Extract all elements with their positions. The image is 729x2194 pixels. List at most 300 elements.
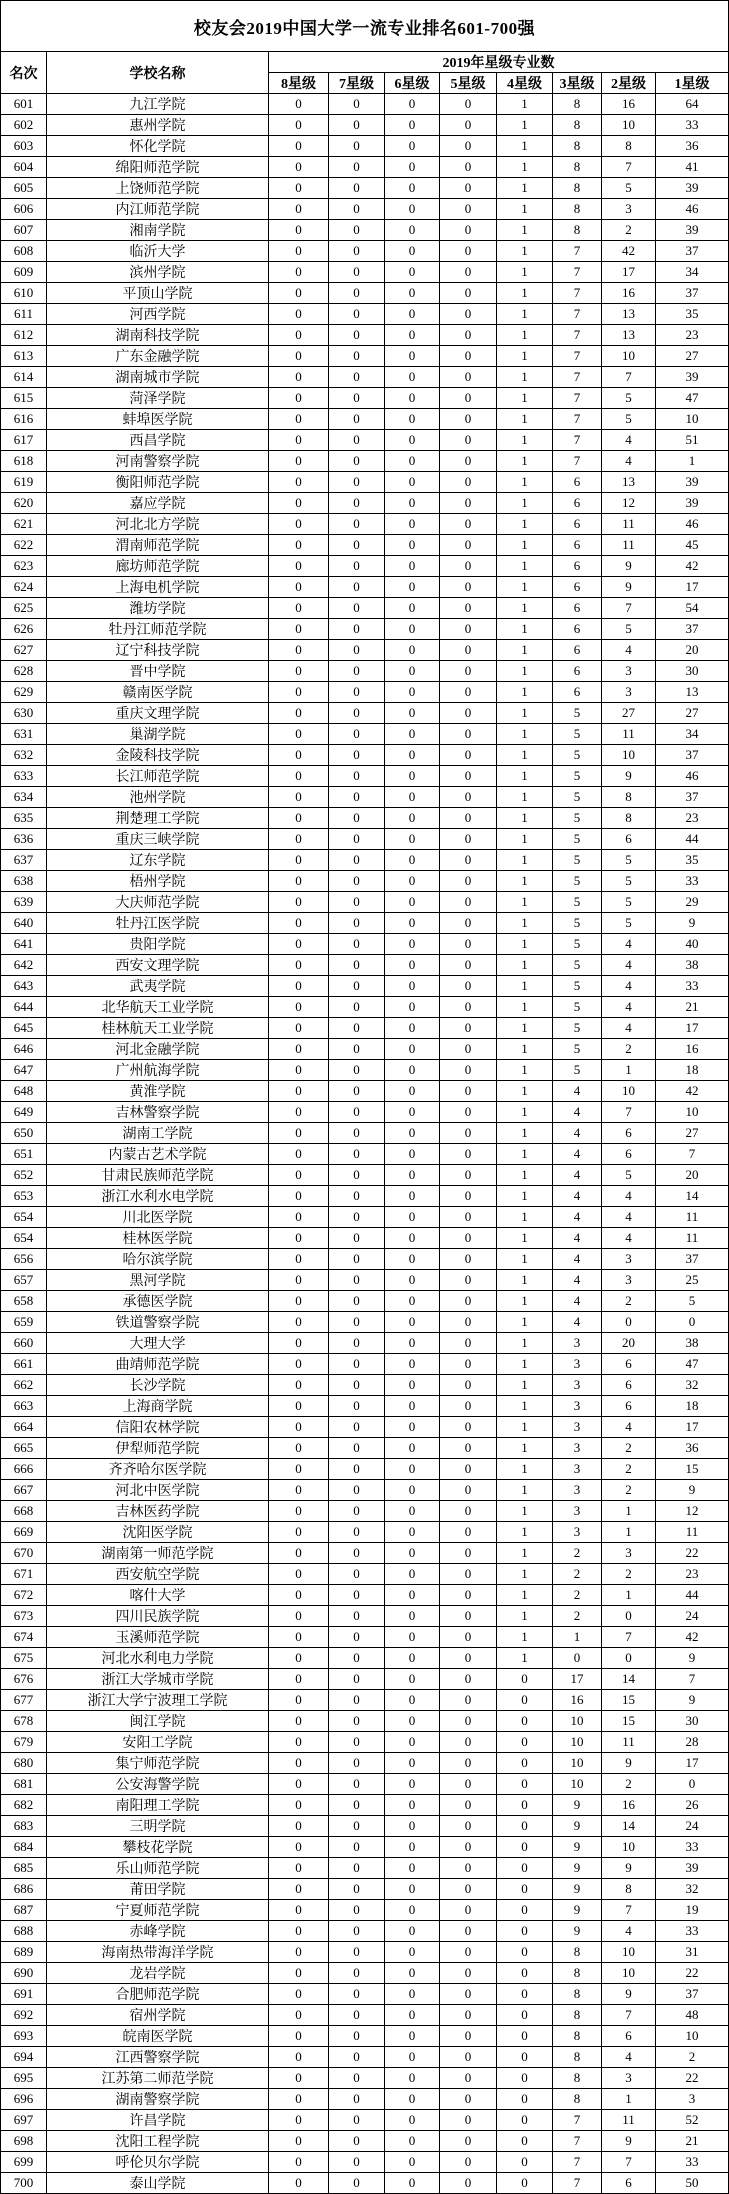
star-count-cell: 0 [269,1438,329,1459]
star-count-cell: 3 [656,2089,729,2110]
star-count-cell: 9 [602,1753,656,1774]
star-count-cell: 0 [329,2131,385,2152]
star-count-cell: 0 [385,1375,440,1396]
star-count-cell: 1 [497,1459,553,1480]
star-count-cell: 0 [440,1753,497,1774]
star-count-cell: 5 [656,1291,729,1312]
table-row [1,2173,729,2194]
table-row [1,1585,729,1606]
school-name-cell: 重庆三峡学院 [47,829,269,850]
star-count-cell: 10 [656,2026,729,2047]
school-name-cell: 上海电机学院 [47,577,269,598]
star-count-cell: 0 [269,451,329,472]
star-count-cell: 0 [440,178,497,199]
star-count-cell: 8 [553,2047,602,2068]
star-count-cell: 0 [329,346,385,367]
star-count-cell: 6 [602,1354,656,1375]
star-count-cell: 0 [385,619,440,640]
school-name-cell: 四川民族学院 [47,1606,269,1627]
star-count-cell: 1 [497,1564,553,1585]
star-count-cell: 4 [602,1228,656,1249]
star-count-cell: 0 [329,199,385,220]
star-count-cell: 0 [385,514,440,535]
star-count-cell: 0 [329,1837,385,1858]
star-count-cell: 0 [440,1144,497,1165]
school-name-cell: 齐齐哈尔医学院 [47,1459,269,1480]
star-count-cell: 0 [440,1018,497,1039]
star-count-cell: 4 [602,1186,656,1207]
school-name-cell: 海南热带海洋学院 [47,1942,269,1963]
school-name-cell: 沈阳医学院 [47,1522,269,1543]
star-count-cell: 1 [497,94,553,115]
school-name-cell: 桂林医学院 [47,1228,269,1249]
rank-cell: 680 [1,1753,47,1774]
star-count-cell: 13 [602,472,656,493]
star-count-cell: 0 [269,619,329,640]
star-count-cell: 5 [553,913,602,934]
star-count-cell: 4 [553,1312,602,1333]
star-count-cell: 13 [602,325,656,346]
star-count-cell: 0 [269,1081,329,1102]
star-count-cell: 0 [385,1648,440,1669]
rank-cell: 648 [1,1081,47,1102]
star-count-cell: 0 [269,1417,329,1438]
table-row [1,2005,729,2026]
star-count-cell: 2 [602,1438,656,1459]
star-count-cell: 0 [329,388,385,409]
star-count-cell: 0 [269,2026,329,2047]
star-count-cell: 0 [440,367,497,388]
star-count-cell: 0 [329,283,385,304]
star-count-cell: 0 [329,2089,385,2110]
star-count-cell: 0 [656,1774,729,1795]
star-count-cell: 9 [553,1879,602,1900]
star-count-cell: 36 [656,1438,729,1459]
school-name-cell: 湘南学院 [47,220,269,241]
table-row [1,1669,729,1690]
star-count-cell: 0 [269,934,329,955]
star-count-cell: 0 [440,451,497,472]
star-count-cell: 3 [602,661,656,682]
school-name-cell: 桂林航天工业学院 [47,1018,269,1039]
star-count-cell: 0 [440,1501,497,1522]
star-count-cell: 1 [497,1354,553,1375]
star-count-cell: 0 [329,808,385,829]
school-name-cell: 牡丹江师范学院 [47,619,269,640]
school-name-cell: 黑河学院 [47,1270,269,1291]
star-count-cell: 7 [553,304,602,325]
star-count-cell: 0 [440,1669,497,1690]
star-count-cell: 1 [497,766,553,787]
star-count-cell: 39 [656,220,729,241]
star-count-cell: 0 [269,1186,329,1207]
star-count-cell: 0 [497,1837,553,1858]
star-count-cell: 0 [440,997,497,1018]
rank-cell: 611 [1,304,47,325]
school-name-cell: 河北中医学院 [47,1480,269,1501]
star-count-cell: 17 [602,262,656,283]
star-count-cell: 0 [385,2005,440,2026]
star-count-cell: 0 [440,1984,497,2005]
school-name-cell: 河北水利电力学院 [47,1648,269,1669]
rank-cell: 688 [1,1921,47,1942]
star-count-cell: 4 [602,1018,656,1039]
star-count-cell: 0 [440,682,497,703]
school-name-cell: 衡阳师范学院 [47,472,269,493]
school-name-cell: 巢湖学院 [47,724,269,745]
star-count-cell: 0 [385,2026,440,2047]
star-count-cell: 0 [329,976,385,997]
star-count-cell: 22 [656,1963,729,1984]
star-count-cell: 5 [553,703,602,724]
star-count-cell: 28 [656,1732,729,1753]
rank-cell: 668 [1,1501,47,1522]
star-count-cell: 7 [553,2173,602,2194]
school-name-cell: 西安文理学院 [47,955,269,976]
star-count-cell: 0 [329,1900,385,1921]
star-count-cell: 0 [385,1228,440,1249]
star-count-cell: 0 [497,1921,553,1942]
star-count-cell: 0 [269,892,329,913]
star-count-cell: 0 [385,703,440,724]
rank-cell: 667 [1,1480,47,1501]
school-name-cell: 重庆文理学院 [47,703,269,724]
star-count-cell: 32 [656,1879,729,1900]
table-row [1,1795,729,1816]
star-count-cell: 0 [440,598,497,619]
star-count-cell: 35 [656,850,729,871]
rank-cell: 654 [1,1228,47,1249]
school-name-cell: 内江师范学院 [47,199,269,220]
star-count-cell: 16 [602,1795,656,1816]
star-count-cell: 0 [385,1480,440,1501]
star-count-cell: 4 [602,1207,656,1228]
star-count-cell: 1 [497,283,553,304]
star-count-cell: 33 [656,2152,729,2173]
star-count-cell: 7 [553,346,602,367]
rank-cell: 665 [1,1438,47,1459]
star-count-cell: 1 [497,1123,553,1144]
table-row [1,976,729,997]
rank-cell: 676 [1,1669,47,1690]
school-name-cell: 滨州学院 [47,262,269,283]
star-count-cell: 0 [602,1648,656,1669]
star-count-cell: 0 [385,1039,440,1060]
star-count-cell: 52 [656,2110,729,2131]
star-count-cell: 0 [440,745,497,766]
star-count-cell: 0 [440,976,497,997]
star-count-cell: 0 [329,1480,385,1501]
star-count-cell: 1 [497,1606,553,1627]
star-count-cell: 0 [329,1249,385,1270]
star-count-cell: 4 [553,1165,602,1186]
star-count-cell: 0 [440,2131,497,2152]
star-count-cell: 0 [497,2005,553,2026]
star-count-cell: 0 [329,1291,385,1312]
star-count-cell: 7 [553,430,602,451]
star-count-cell: 0 [385,1165,440,1186]
star-count-cell: 17 [656,1417,729,1438]
star-count-cell: 1 [602,1501,656,1522]
star-count-cell: 1 [497,703,553,724]
rank-cell: 639 [1,892,47,913]
star-count-cell: 0 [440,808,497,829]
star-count-cell: 0 [440,1459,497,1480]
star-count-cell: 1 [497,1207,553,1228]
star-count-cell: 0 [385,808,440,829]
star-count-cell: 18 [656,1396,729,1417]
star-count-cell: 0 [385,1543,440,1564]
star-count-cell: 9 [553,1795,602,1816]
rank-cell: 690 [1,1963,47,1984]
star-count-cell: 30 [656,1711,729,1732]
star-count-cell: 42 [602,241,656,262]
school-name-cell: 河西学院 [47,304,269,325]
star-count-cell: 0 [497,1732,553,1753]
star-count-cell: 38 [656,955,729,976]
star-count-cell: 0 [385,934,440,955]
star-count-cell: 0 [385,1333,440,1354]
star-count-cell: 1 [497,829,553,850]
rank-cell: 672 [1,1585,47,1606]
star-count-cell: 1 [497,409,553,430]
star-count-cell: 0 [385,1396,440,1417]
star-count-cell: 0 [385,598,440,619]
rank-cell: 628 [1,661,47,682]
rank-cell: 634 [1,787,47,808]
table-row [1,1438,729,1459]
star-count-cell: 0 [385,1417,440,1438]
rank-cell: 658 [1,1291,47,1312]
star-count-cell: 37 [656,241,729,262]
star-count-cell: 8 [553,1963,602,1984]
star-count-cell: 5 [553,745,602,766]
star-count-cell: 0 [269,388,329,409]
rank-cell: 636 [1,829,47,850]
star-count-cell: 0 [440,829,497,850]
star-count-cell: 0 [269,472,329,493]
star-count-cell: 37 [656,283,729,304]
star-count-cell: 0 [329,1417,385,1438]
table-row [1,1774,729,1795]
table-row [1,241,729,262]
rank-cell: 682 [1,1795,47,1816]
star-count-cell: 1 [497,850,553,871]
star-count-cell: 0 [329,1711,385,1732]
star-count-cell: 10 [602,1837,656,1858]
star-count-cell: 6 [602,1123,656,1144]
star-count-cell: 0 [497,1984,553,2005]
star-count-cell: 1 [497,955,553,976]
star-count-cell: 0 [329,1396,385,1417]
star-count-cell: 0 [269,1018,329,1039]
star-count-cell: 0 [385,1018,440,1039]
star-count-cell: 0 [329,766,385,787]
rank-cell: 654 [1,1207,47,1228]
star-count-cell: 4 [602,934,656,955]
star-count-cell: 3 [553,1438,602,1459]
table-row [1,1816,729,1837]
star-count-cell: 8 [553,157,602,178]
star-count-cell: 1 [497,304,553,325]
star-count-cell: 22 [656,1543,729,1564]
school-name-cell: 浙江大学城市学院 [47,1669,269,1690]
star-count-cell: 9 [602,556,656,577]
rank-cell: 623 [1,556,47,577]
star-count-cell: 1 [497,1333,553,1354]
star-count-cell: 1 [497,472,553,493]
star-count-cell: 0 [497,2089,553,2110]
star-count-cell: 4 [553,1102,602,1123]
star-count-cell: 7 [553,2110,602,2131]
star-count-cell: 8 [602,808,656,829]
star-count-cell: 0 [269,871,329,892]
rank-cell: 644 [1,997,47,1018]
star-count-cell: 1 [497,1039,553,1060]
table-row [1,1963,729,1984]
star-count-cell: 0 [269,598,329,619]
star-count-cell: 23 [656,808,729,829]
table-row [1,388,729,409]
table-row [1,1186,729,1207]
star-count-cell: 0 [385,1123,440,1144]
star-count-cell: 0 [329,955,385,976]
star-count-cell: 0 [329,934,385,955]
star-count-cell: 0 [329,1942,385,1963]
star-count-cell: 5 [553,724,602,745]
column-header-rank: 名次 [1,52,47,94]
star-count-cell: 0 [329,94,385,115]
star-count-cell: 0 [329,2047,385,2068]
star-count-cell: 6 [553,682,602,703]
table-row [1,661,729,682]
star-count-cell: 0 [385,1270,440,1291]
table-row [1,1144,729,1165]
star-count-cell: 0 [329,1522,385,1543]
star-count-cell: 2 [602,220,656,241]
star-count-cell: 0 [385,283,440,304]
rank-cell: 681 [1,1774,47,1795]
star-count-cell: 0 [269,2152,329,2173]
star-count-cell: 0 [385,1081,440,1102]
star-count-cell: 0 [329,2026,385,2047]
star-count-cell: 0 [656,1312,729,1333]
rank-cell: 618 [1,451,47,472]
star-count-cell: 0 [440,115,497,136]
star-count-cell: 0 [440,346,497,367]
school-name-cell: 许昌学院 [47,2110,269,2131]
star-count-cell: 39 [656,367,729,388]
table-row [1,1396,729,1417]
star-count-cell: 6 [553,640,602,661]
star-count-cell: 7 [602,1900,656,1921]
school-name-cell: 川北医学院 [47,1207,269,1228]
star-count-cell: 5 [602,892,656,913]
star-count-cell: 3 [553,1396,602,1417]
star-count-cell: 17 [656,1018,729,1039]
star-count-cell: 1 [497,745,553,766]
star-count-cell: 0 [440,619,497,640]
star-count-cell: 0 [329,724,385,745]
star-count-cell: 0 [269,2110,329,2131]
star-count-cell: 1 [497,913,553,934]
star-count-cell: 7 [553,325,602,346]
star-count-cell: 0 [440,892,497,913]
star-count-cell: 0 [269,1795,329,1816]
star-count-cell: 2 [602,1459,656,1480]
school-name-cell: 西昌学院 [47,430,269,451]
star-count-cell: 4 [553,1291,602,1312]
table-row [1,535,729,556]
table-row [1,808,729,829]
school-name-cell: 宁夏师范学院 [47,1900,269,1921]
school-name-cell: 绵阳师范学院 [47,157,269,178]
rank-cell: 685 [1,1858,47,1879]
rank-cell: 663 [1,1396,47,1417]
school-name-cell: 平顶山学院 [47,283,269,304]
star-count-cell: 0 [329,682,385,703]
star-count-cell: 33 [656,871,729,892]
table-row [1,829,729,850]
star-count-cell: 0 [269,1333,329,1354]
star-count-cell: 1 [497,1270,553,1291]
star-count-cell: 5 [602,388,656,409]
star-count-cell: 1 [497,1081,553,1102]
star-count-cell: 0 [553,1648,602,1669]
star-count-cell: 3 [553,1333,602,1354]
star-count-cell: 4 [602,2047,656,2068]
star-count-cell: 0 [269,115,329,136]
star-count-cell: 6 [553,514,602,535]
star-count-cell: 8 [553,94,602,115]
rank-cell: 670 [1,1543,47,1564]
star-count-cell: 0 [440,514,497,535]
rank-cell: 642 [1,955,47,976]
star-count-cell: 1 [497,892,553,913]
rank-cell: 612 [1,325,47,346]
table-row [1,1921,729,1942]
star-count-cell: 4 [553,1249,602,1270]
star-count-cell: 1 [602,2089,656,2110]
star-count-cell: 0 [440,766,497,787]
star-count-cell: 3 [602,682,656,703]
star-count-cell: 0 [385,535,440,556]
star-count-cell: 8 [553,2005,602,2026]
table-row [1,409,729,430]
star-count-cell: 1 [602,1585,656,1606]
rank-cell: 683 [1,1816,47,1837]
star-count-cell: 0 [269,241,329,262]
school-name-cell: 南阳理工学院 [47,1795,269,1816]
star-count-cell: 0 [385,1291,440,1312]
star-count-cell: 0 [329,2173,385,2194]
star-count-cell: 1 [553,1627,602,1648]
star-count-cell: 0 [440,661,497,682]
star-count-cell: 0 [497,2173,553,2194]
star-count-cell: 1 [497,325,553,346]
star-count-cell: 5 [553,787,602,808]
star-count-cell: 0 [385,136,440,157]
star-count-cell: 46 [656,766,729,787]
star-count-cell: 37 [656,1984,729,2005]
star-count-cell: 0 [497,1942,553,1963]
star-count-cell: 0 [329,1690,385,1711]
rank-cell: 601 [1,94,47,115]
star-count-cell: 27 [602,703,656,724]
star-count-cell: 0 [497,2110,553,2131]
star-count-cell: 2 [602,1774,656,1795]
star-count-cell: 11 [602,2110,656,2131]
